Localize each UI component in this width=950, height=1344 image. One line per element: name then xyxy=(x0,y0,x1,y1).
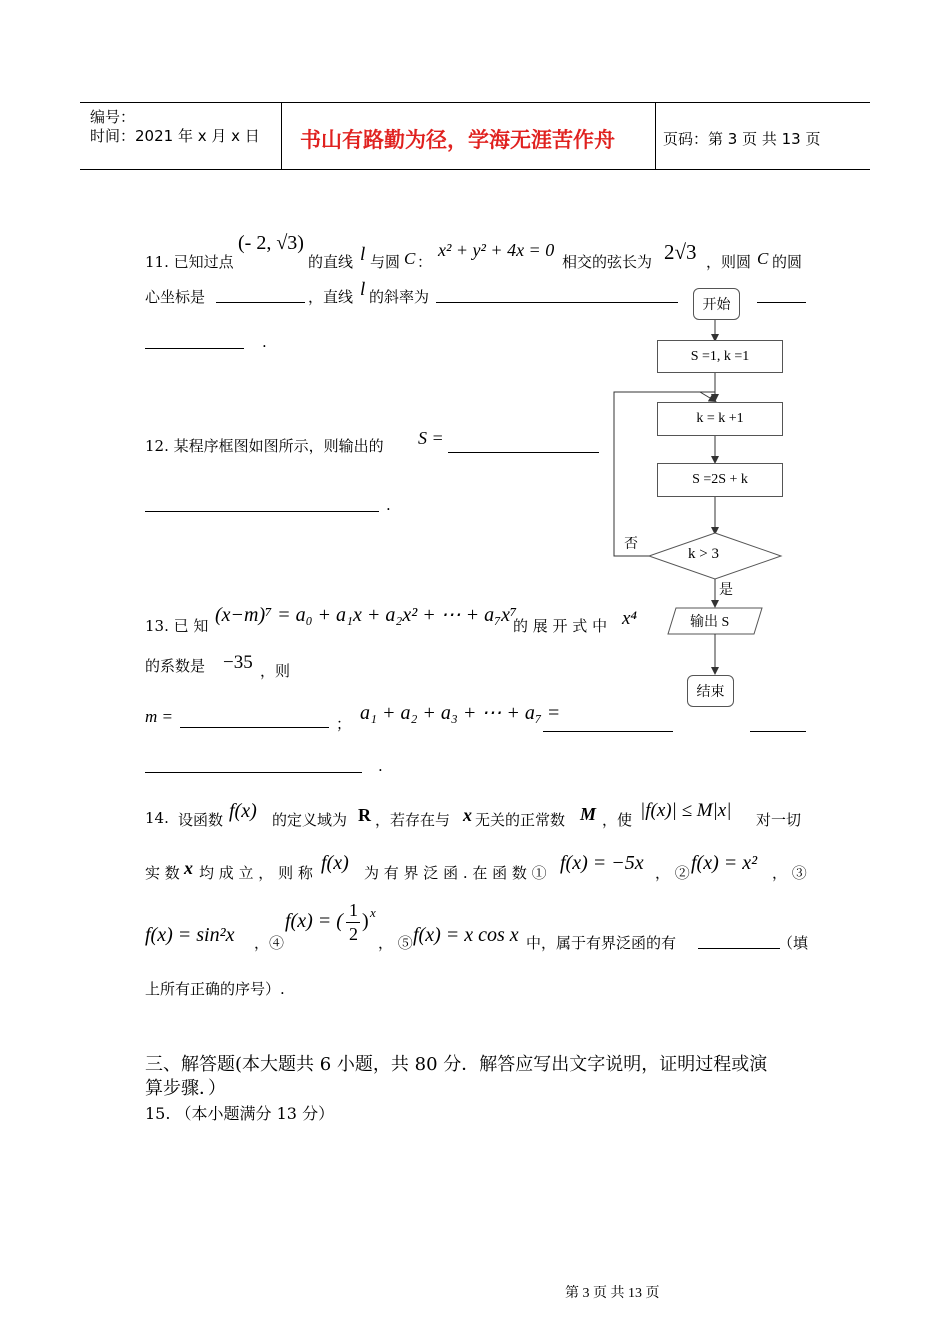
q11-text4: 相交的弦长为 xyxy=(562,253,653,271)
q14-text6: 对一切 xyxy=(756,811,802,829)
q11-line-l-2: l xyxy=(360,279,366,300)
q13-m-label: m = xyxy=(145,707,173,726)
q14-func-1: f(x) = −5x xyxy=(560,852,644,874)
q13-semicolon: ； xyxy=(336,715,352,733)
q14-func-3: f(x) = sin²x xyxy=(145,924,235,946)
q14-line2-fx: f(x) xyxy=(321,852,349,874)
q13-text-mid: 的 展 开 式 中 xyxy=(513,617,608,635)
q11-line2-text2: ，直线 xyxy=(308,288,354,306)
flow-init: S =1, k =1 xyxy=(657,340,783,373)
q14-line2-text1: 实 数 xyxy=(145,864,180,882)
serial-label: 编号： xyxy=(90,108,136,126)
q14-text1: 设函数 xyxy=(178,811,224,829)
q14-line2-text3: 为 有 界 泛 函 . 在 函 数 ① xyxy=(364,864,547,882)
q14-text3: ，若存在与 xyxy=(375,811,451,829)
page-footer: 第 3 页 共 13 页 xyxy=(565,1286,660,1301)
q14-text4: 无关的正常数 xyxy=(475,811,566,829)
q14-x: x xyxy=(463,805,472,825)
q12-s-label: S = xyxy=(418,428,444,448)
q14-comma-2: ， ② xyxy=(655,864,690,882)
q11-circle-equation: x² + y² + 4x = 0 xyxy=(438,240,555,260)
flow-output-label: 输出 S xyxy=(690,615,730,630)
q13-x4: x⁴ xyxy=(622,608,638,629)
q14-number: 14. xyxy=(145,809,169,827)
q11-period: . xyxy=(262,333,267,351)
q14-text5: ，使 xyxy=(602,811,633,829)
flow-update: S =2S + k xyxy=(657,463,783,497)
q13-coefficient: −35 xyxy=(223,652,253,673)
q14-text8: （填 xyxy=(778,934,809,952)
q12-text: 12. 某程序框图如图所示，则输出的 xyxy=(145,437,384,455)
q12-period: . xyxy=(386,496,391,514)
q11-text5: ，则圆 xyxy=(706,253,752,271)
flow-yes-label: 是 xyxy=(719,583,733,598)
q14-text2: 的定义域为 xyxy=(272,811,348,829)
q14-comma-4: ，④ xyxy=(254,934,285,952)
q13-line2-text1: 的系数是 xyxy=(145,657,206,675)
q14-comma-3: ， ③ xyxy=(772,864,807,882)
flow-end: 结束 xyxy=(687,675,734,707)
q14-func-4-numerator: 1 xyxy=(349,900,358,920)
q14-func-2: f(x) = x² xyxy=(691,852,758,874)
q14-comma-5: ， ⑤ xyxy=(378,934,413,952)
q14-line4: 上所有正确的序号）. xyxy=(145,980,285,998)
q13-period: . xyxy=(378,757,383,775)
flow-no-label: 否 xyxy=(624,537,638,552)
q11-text6: 的圆 xyxy=(772,253,803,271)
q11-circle-c-2: C xyxy=(757,249,769,268)
q14-fx: f(x) xyxy=(229,800,257,822)
q11-line2-text3: 的斜率为 xyxy=(369,288,430,306)
flow-increment: k = k +1 xyxy=(657,402,783,436)
question-15-heading: 15. （本小题满分 13 分） xyxy=(145,1104,335,1123)
q14-func-4-exponent: x xyxy=(370,905,376,920)
q13-number: 13. 已 知 xyxy=(145,617,209,635)
q14-line2-x: x xyxy=(184,858,193,878)
q14-func-4-denominator: 2 xyxy=(349,924,358,944)
section3-heading-line1: 三、解答题(本大题共 6 小题，共 80 分．解答应写出文字说明，证明过程或演 xyxy=(145,1054,768,1075)
q11-circle-c: C xyxy=(404,249,416,268)
section3-heading-line2: 算步骤．） xyxy=(145,1078,226,1099)
q11-text3: ： xyxy=(417,253,433,271)
flow-condition-label: k > 3 xyxy=(688,546,719,562)
q13-line2-text2: ，则 xyxy=(260,662,291,680)
q11-point: (- 2, √3) xyxy=(238,232,304,254)
q11-text1: 的直线 xyxy=(308,253,354,271)
q13-expansion: (x−m)⁷ = a₀ + a₁x + a₂x² + ⋯ + a₇x⁷ xyxy=(215,604,517,626)
q14-line2-text2: 均 成 立 ， 则 称 xyxy=(199,864,313,882)
q11-chord-length: 2√3 xyxy=(664,240,697,264)
flow-start: 开始 xyxy=(693,288,740,320)
arrow-loop-into-inc xyxy=(700,392,715,401)
q14-func-5: f(x) = x cos x xyxy=(413,924,519,946)
q14-M: M xyxy=(580,804,597,824)
q11-text2: 与圆 xyxy=(370,253,401,271)
q14-inequality: |f(x)| ≤ M|x| xyxy=(640,800,732,821)
q14-text7: 中，属于有界泛函的有 xyxy=(526,934,677,952)
q11-line-l: l xyxy=(360,244,366,265)
q14-func-4-right: ) xyxy=(362,910,369,932)
q11-line2-text1: 心坐标是 xyxy=(145,288,206,306)
q14-R: R xyxy=(358,805,371,825)
header-page-label: 页码：第 3 页 共 13 页 xyxy=(663,130,821,148)
q13-coefficient-sum: a₁ + a₂ + a₃ + ⋯ + a₇ = xyxy=(360,702,561,724)
q14-func-4-left: f(x) = ( xyxy=(285,910,343,932)
header-motto: 书山有路勤为径，学海无涯苦作舟 xyxy=(300,128,615,152)
time-label: 时间：2021 年 x 月 x 日 xyxy=(90,127,260,145)
q11-number: 11. 已知过点 xyxy=(145,253,234,271)
